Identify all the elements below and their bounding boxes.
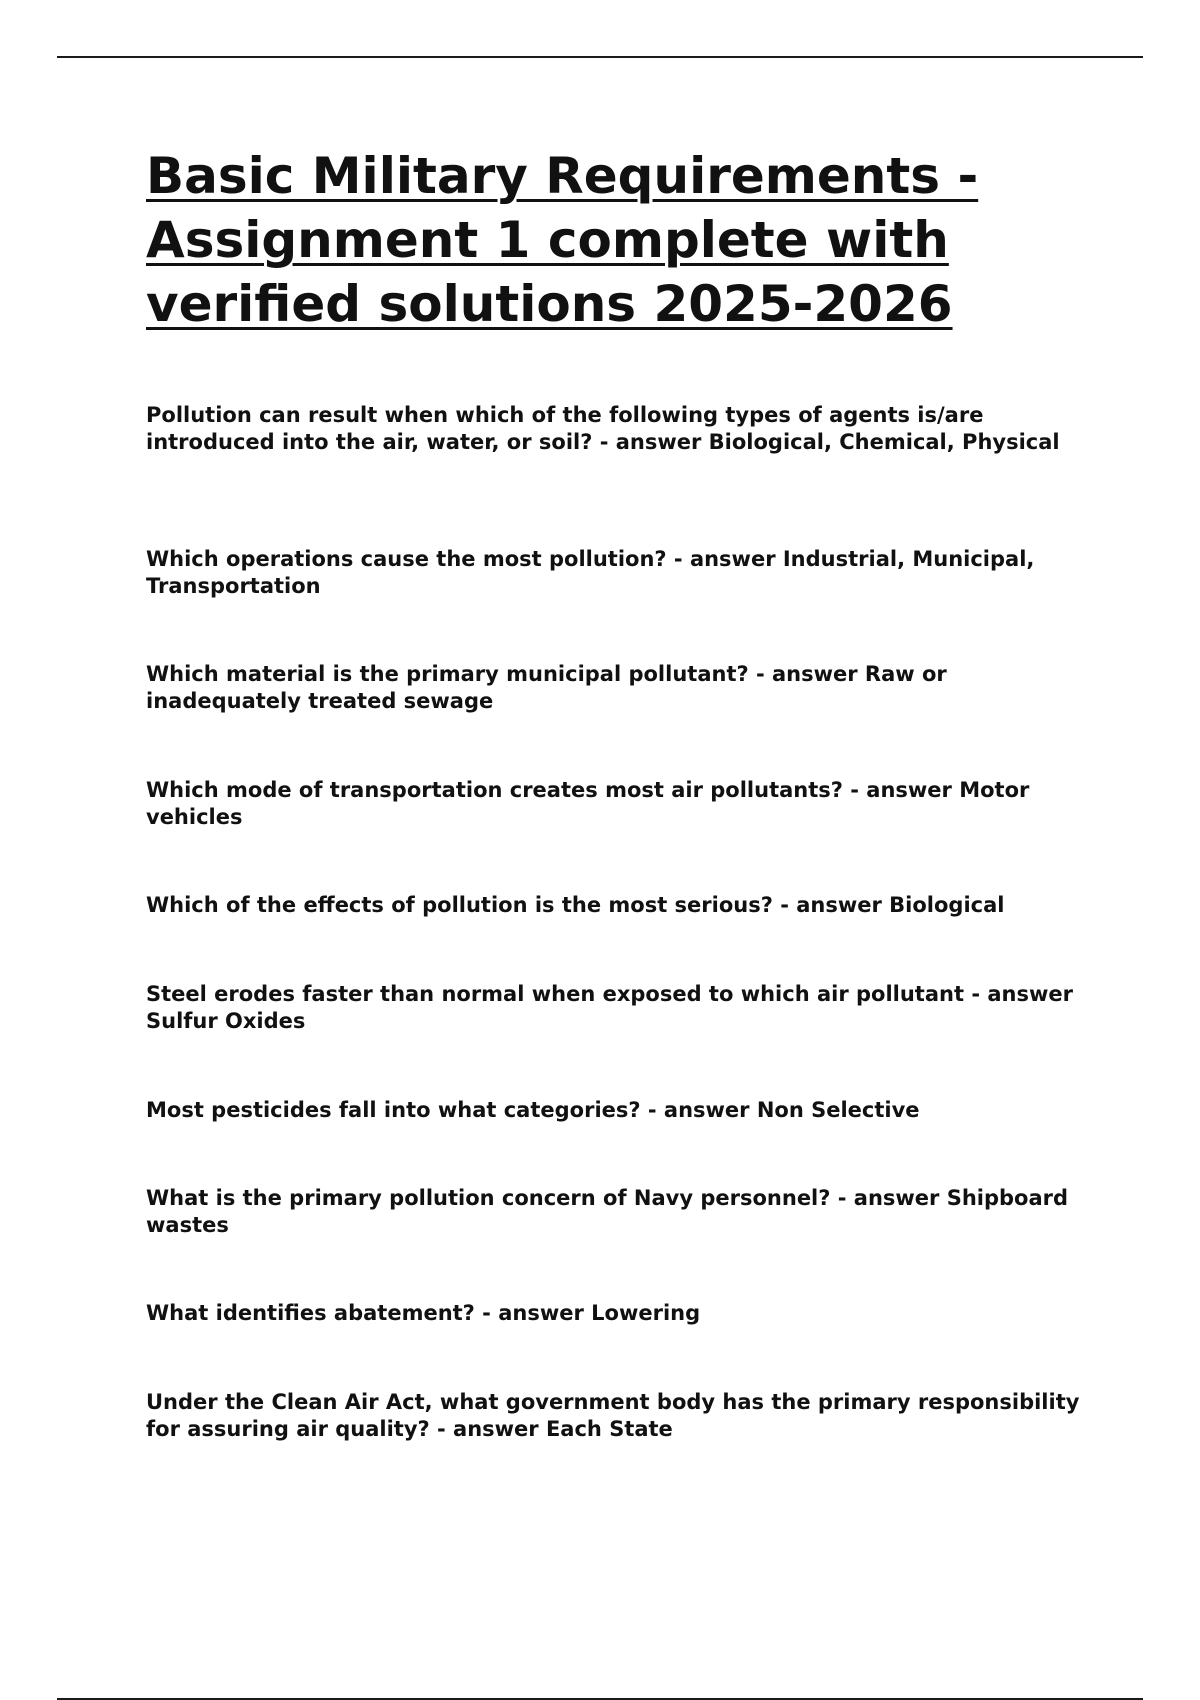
qa-item: What is the primary pollution concern of Navy personnel? - answer Shipboard wastes	[146, 1186, 1069, 1237]
qa-item: Which material is the primary municipal pollutant? - answer Raw or inadequately treated sewage	[146, 662, 947, 713]
qa-item: Most pesticides fall into what categories? - answer Non Selective	[146, 1098, 920, 1122]
document-title: Basic Military Requirements - Assignment 1 complete with verified solutions 2025-2026	[146, 147, 979, 333]
qa-item: Pollution can result when which of the following types of agents is/are introduced into the air, water, or soil? - answer Biological, Chemical, Physical	[146, 403, 1060, 454]
qa-item: Which of the effects of pollution is the most serious? - answer Biological	[146, 893, 1005, 917]
qa-item: What identifies abatement? - answer Lowering	[146, 1301, 701, 1325]
header-rule	[57, 56, 1143, 58]
qa-item: Steel erodes faster than normal when exposed to which air pollutant - answer Sulfur Oxides	[146, 982, 1073, 1033]
qa-item: Under the Clean Air Act, what government body has the primary responsibility for assuring air quality? - answer Each State	[146, 1390, 1080, 1441]
qa-item: Which mode of transportation creates most air pollutants? - answer Motor vehicles	[146, 778, 1030, 829]
qa-item: Which operations cause the most pollution? - answer Industrial, Municipal, Transportation	[146, 547, 1035, 598]
